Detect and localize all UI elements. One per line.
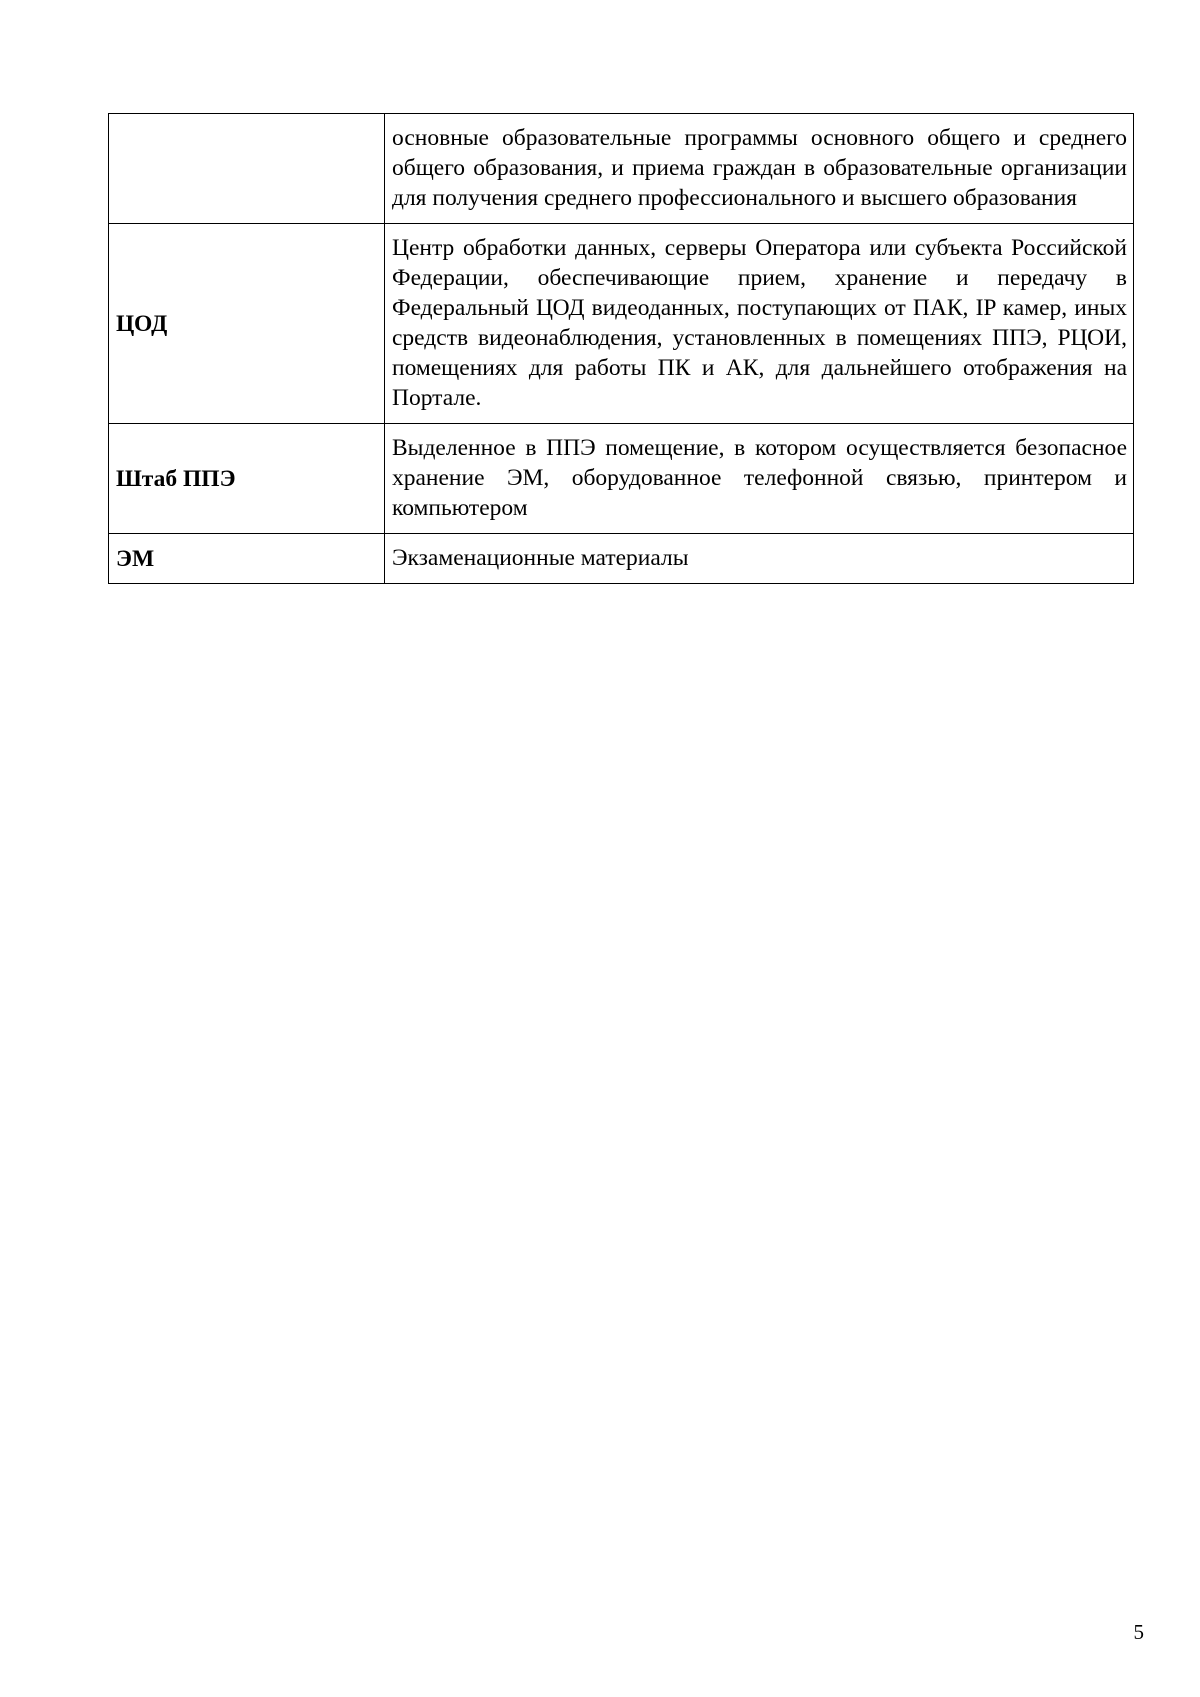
term-cell [109, 114, 385, 224]
definition-cell: Центр обработки данных, серверы Оператора или субъекта Российской Федерации, обеспечивающие прием, хранение и передачу в Федеральный ЦОД видеоданных, поступающих от ПАК, IP камер, иных средств видеонаблюдения, установленных в помещениях ППЭ, РЦОИ, помещениях для работы ПК и АК, для дальнейшего отображения на Портале. [385, 224, 1134, 424]
term-cell: ЦОД [109, 224, 385, 424]
table-row [109, 114, 1134, 224]
definition-cell: основные образовательные программы основного общего и среднего общего образования, и приема граждан в образовательные организации для получения среднего профессионального и высшего образования [385, 114, 1134, 224]
term-cell: Штаб ППЭ [109, 424, 385, 534]
glossary-table [108, 113, 1134, 584]
page-number: 5 [1133, 1620, 1144, 1644]
table-row [109, 224, 1134, 424]
definition-cell: Выделенное в ППЭ помещение, в котором осуществляется безопасное хранение ЭМ, оборудованное телефонной связью, принтером и компьютером [385, 424, 1134, 534]
definition-cell: Экзаменационные материалы [385, 534, 1134, 584]
table-row [109, 424, 1134, 534]
table-row [109, 534, 1134, 584]
term-cell: ЭМ [109, 534, 385, 584]
